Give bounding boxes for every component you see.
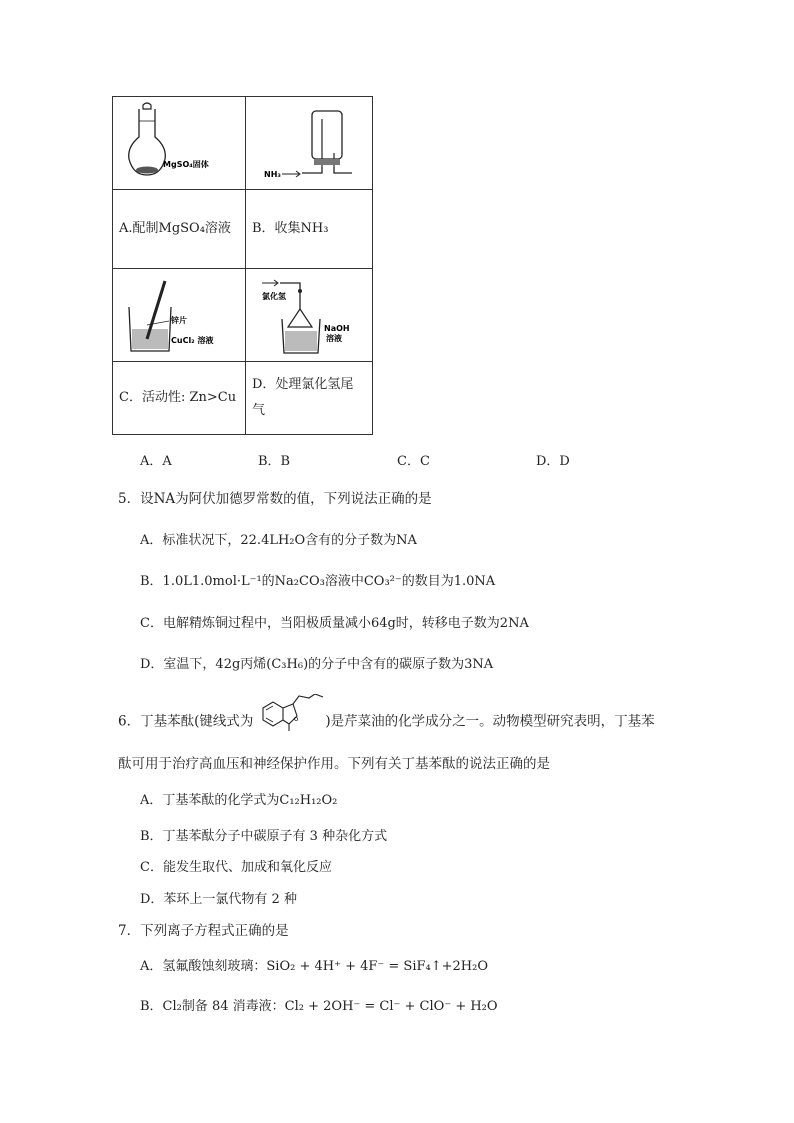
q6-choice-c[interactable]: C．能发生取代、加成和氧化反应 bbox=[140, 860, 332, 875]
q7-stem: 7．下列离子方程式正确的是 bbox=[118, 923, 289, 939]
q6-choice-b[interactable]: B．丁基苯酞分子中碳原子有 3 种杂化方式 bbox=[140, 829, 388, 844]
figure-d-label-sol1: NaOH bbox=[324, 324, 350, 333]
q6-stem-part2: )是芹菜油的化学成分之一。动物模型研究表明，丁基苯 bbox=[325, 713, 655, 730]
q6-choice-d[interactable]: D．苯环上一氯代物有 2 种 bbox=[140, 892, 297, 907]
figure-a-label: MgSO₄固体 bbox=[163, 160, 209, 169]
q7-choice-a[interactable]: A．氢氟酸蚀刻玻璃：SiO₂ + 4H⁺ + 4F⁻ = SiF₄↑+2H₂O bbox=[140, 959, 488, 974]
option-a-text: A.配制MgSO₄溶液 bbox=[119, 221, 231, 236]
q5-choice-c[interactable]: C．电解精炼铜过程中，当阳极质量减小64g时，转移电子数为2NA bbox=[140, 616, 529, 631]
butylphthalide-structure bbox=[253, 694, 325, 750]
q7-choice-b[interactable]: B．Cl₂制备 84 消毒液：Cl₂ + 2OH⁻ = Cl⁻ + ClO⁻ + H₂O bbox=[140, 999, 498, 1014]
q5-choice-b[interactable]: B．1.0L1.0mol·L⁻¹的Na₂CO₃溶液中CO₃²⁻的数目为1.0NA bbox=[140, 574, 496, 589]
figure-d-label-gas: 氯化氢 bbox=[262, 292, 286, 301]
q5-choice-d[interactable]: D．室温下，42g丙烯(C₃H₆)的分子中含有的碳原子数为3NA bbox=[140, 657, 494, 672]
q5-stem: 5．设NA为阿伏加德罗常数的值，下列说法正确的是 bbox=[118, 491, 432, 507]
q6-stem-line2: 酞可用于治疗高血压和神经保护作用。下列有关丁基苯酞的说法正确的是 bbox=[118, 756, 550, 772]
q5-choice-a[interactable]: A．标准状况下，22.4LH₂O含有的分子数为NA bbox=[140, 533, 417, 548]
cell-b-label bbox=[246, 190, 373, 269]
figure-c-beaker bbox=[113, 269, 246, 362]
cell-a-label bbox=[113, 190, 246, 269]
figure-d-absorber bbox=[246, 269, 373, 362]
option-d-text: D．处理氯化氢尾气 bbox=[252, 377, 354, 418]
figure-b-gas-bottle bbox=[246, 97, 373, 190]
apparatus-table bbox=[112, 96, 373, 435]
figure-b-label: NH₃ bbox=[264, 170, 281, 179]
q6-stem-part1: 6．丁基苯酞(键线式为 bbox=[118, 713, 254, 730]
q6-choice-a[interactable]: A．丁基苯酞的化学式为C₁₂H₁₂O₂ bbox=[140, 793, 338, 808]
q4-answer-a[interactable]: A．A bbox=[140, 454, 172, 469]
q4-answer-d[interactable]: D．D bbox=[536, 454, 570, 469]
figure-a-volumetric-flask bbox=[113, 97, 246, 190]
option-b-text: B．收集NH₃ bbox=[252, 221, 329, 236]
figure-c-label-top: 锌片 bbox=[171, 316, 187, 325]
option-c-text: C．活动性: Zn>Cu bbox=[119, 390, 237, 405]
q6-stem-line1 bbox=[118, 694, 655, 734]
svg-text:o: o bbox=[294, 715, 299, 723]
cell-c-label bbox=[113, 362, 246, 435]
q4-answer-b[interactable]: B．B bbox=[258, 454, 291, 469]
figure-c-label-bottom: CuCl₂ 溶液 bbox=[171, 336, 214, 345]
q4-answer-c[interactable]: C．C bbox=[397, 454, 430, 469]
cell-d-label bbox=[246, 362, 373, 435]
figure-d-label-sol2: 溶液 bbox=[326, 334, 342, 343]
q4-answer-row bbox=[140, 450, 610, 468]
